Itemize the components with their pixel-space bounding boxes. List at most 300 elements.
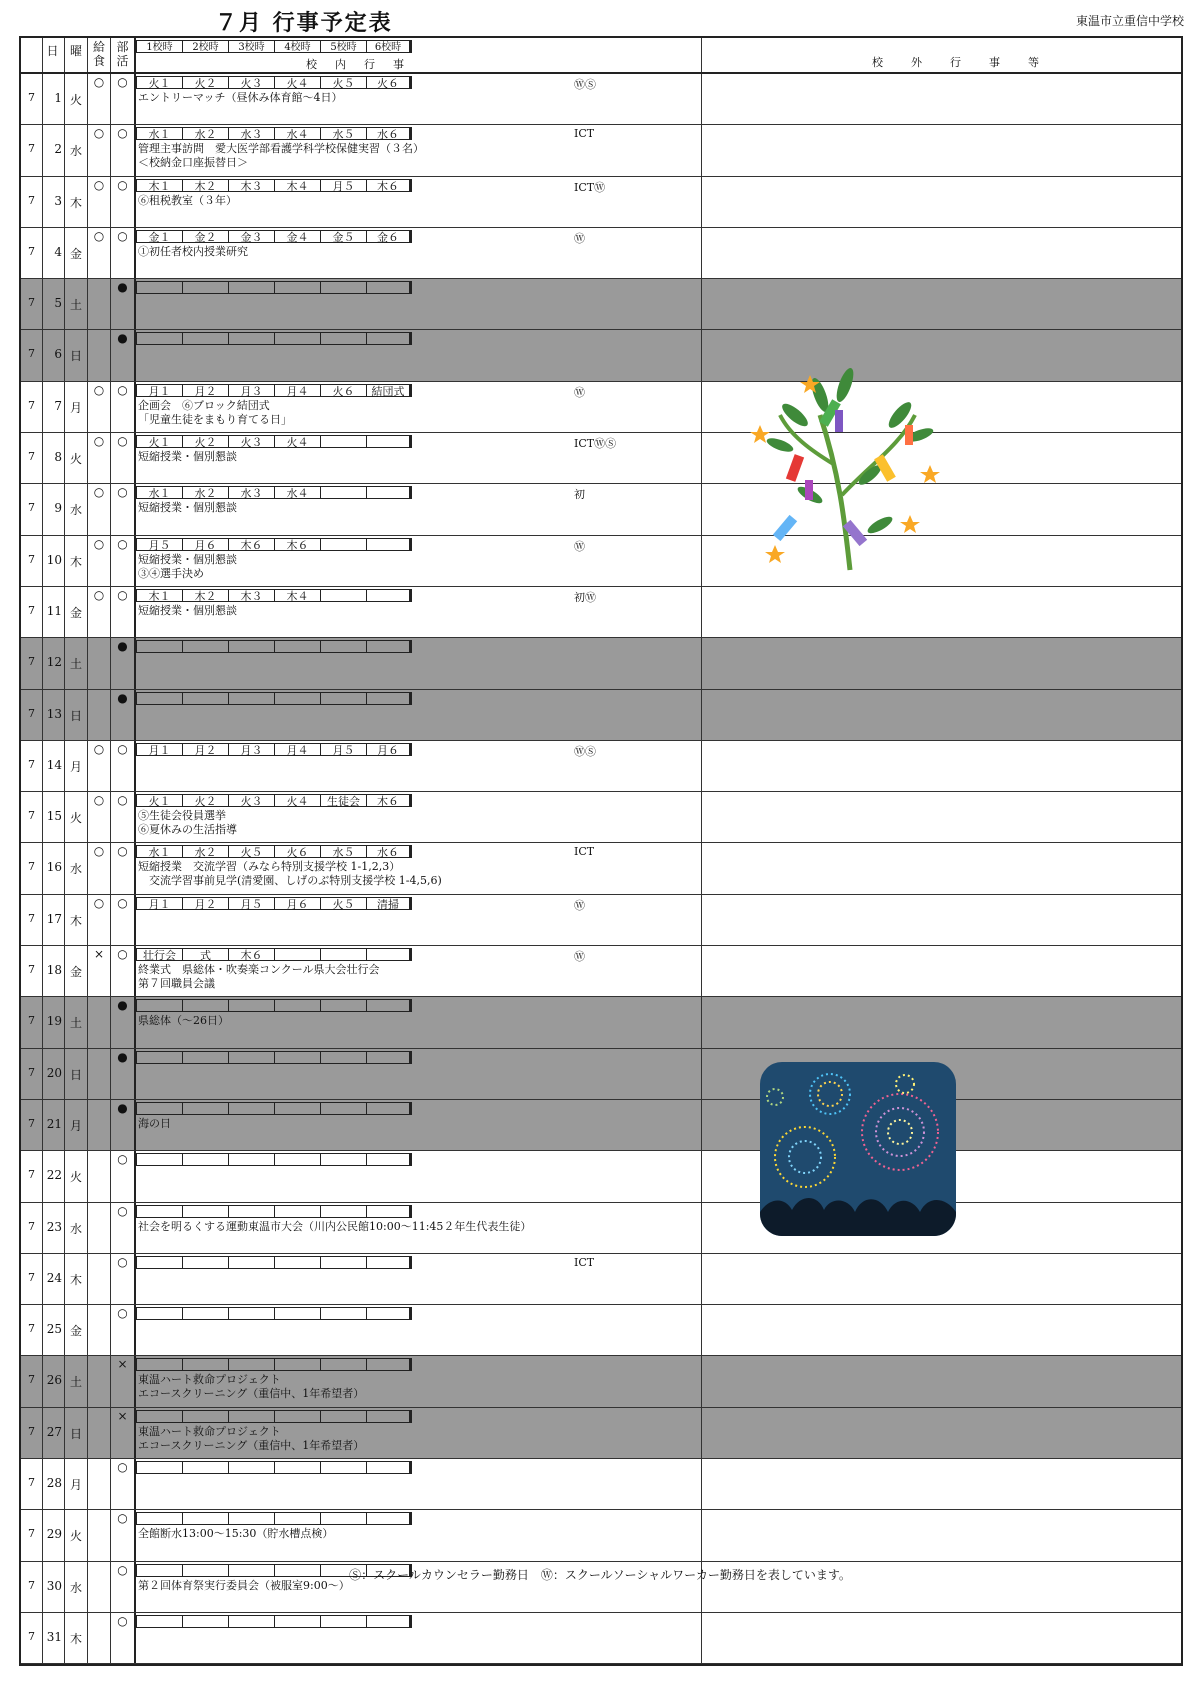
period-cell xyxy=(320,640,366,653)
club-cell: ○ xyxy=(111,587,136,637)
header-period-label: 2校時 xyxy=(182,40,228,53)
period-cell xyxy=(136,1256,182,1269)
period-cell: 水５ xyxy=(320,845,366,858)
table-row xyxy=(21,433,1181,484)
period-cell xyxy=(274,1205,320,1218)
table-row xyxy=(21,1356,1181,1407)
event-line: 海の日 xyxy=(138,1116,171,1130)
outside-events-cell xyxy=(702,1613,1181,1663)
period-cell xyxy=(274,1256,320,1269)
period-cell xyxy=(320,692,366,705)
weekday-cell: 土 xyxy=(65,1356,88,1406)
period-cell xyxy=(366,1205,412,1218)
event-line: 短縮授業・個別懇談 xyxy=(138,501,237,515)
club-cell: ○ xyxy=(111,228,136,278)
period-cell xyxy=(228,1256,274,1269)
lunch-cell xyxy=(88,1203,111,1253)
header-period-label: 4校時 xyxy=(274,40,320,53)
weekday-cell: 水 xyxy=(65,1203,88,1253)
period-row xyxy=(136,1410,412,1424)
club-cell: ○ xyxy=(111,946,136,996)
period-cell: 火６ xyxy=(320,384,366,397)
inside-events-cell xyxy=(136,1510,702,1560)
period-cell: 月５ xyxy=(320,179,366,192)
staff-mark: Ⓦ xyxy=(574,385,585,399)
outside-events-cell xyxy=(702,74,1181,124)
event-line: 社会を明るくする運動東温市大会（川内公民館10:00～11:45２年生代表生徒） xyxy=(138,1219,532,1233)
period-cell: 式 xyxy=(182,948,228,961)
outside-events-cell xyxy=(702,741,1181,791)
outside-events-cell xyxy=(702,690,1181,740)
inside-events-cell xyxy=(136,484,702,534)
event-line: エコースクリーニング（重信中、1年希望者） xyxy=(138,1438,365,1452)
period-row xyxy=(136,692,412,706)
club-cell: ○ xyxy=(111,125,136,175)
period-cell: 生徒会 xyxy=(320,794,366,807)
month-cell: 7 xyxy=(21,382,43,432)
period-cell xyxy=(182,1051,228,1064)
period-cell xyxy=(228,1358,274,1371)
month-cell: 7 xyxy=(21,792,43,842)
day-cell: 28 xyxy=(43,1459,65,1509)
period-row xyxy=(136,1461,412,1475)
event-lines xyxy=(138,91,343,105)
club-cell: ○ xyxy=(111,1562,136,1612)
period-cell xyxy=(228,999,274,1012)
weekday-cell: 水 xyxy=(65,125,88,175)
period-cell: 月６ xyxy=(366,743,412,756)
day-cell: 24 xyxy=(43,1254,65,1304)
period-cell xyxy=(182,1102,228,1115)
table-row xyxy=(21,690,1181,741)
table-row xyxy=(21,279,1181,330)
period-row xyxy=(136,999,412,1013)
period-cell: 火４ xyxy=(274,794,320,807)
period-cell: 火２ xyxy=(182,435,228,448)
header-lunch: 給 食 xyxy=(88,38,111,72)
period-cell xyxy=(366,1461,412,1474)
weekday-cell: 月 xyxy=(65,382,88,432)
period-cell xyxy=(136,692,182,705)
outside-events-cell xyxy=(702,997,1181,1047)
lunch-cell xyxy=(88,1356,111,1406)
period-cell xyxy=(136,1461,182,1474)
period-cell xyxy=(320,1410,366,1423)
month-cell: 7 xyxy=(21,638,43,688)
event-line: 短縮授業・個別懇談 xyxy=(138,450,237,464)
period-cell xyxy=(182,1461,228,1474)
period-row xyxy=(136,743,412,757)
club-cell: ○ xyxy=(111,895,136,945)
period-cell xyxy=(136,1307,182,1320)
period-cell xyxy=(136,1153,182,1166)
header-weekday: 曜 xyxy=(65,38,88,72)
period-cell xyxy=(228,1102,274,1115)
lunch-cell: ○ xyxy=(88,587,111,637)
day-cell: 14 xyxy=(43,741,65,791)
table-row xyxy=(21,997,1181,1048)
inside-events-cell xyxy=(136,1356,702,1406)
club-cell: ● xyxy=(111,1100,136,1150)
lunch-cell: ○ xyxy=(88,895,111,945)
inside-events-cell xyxy=(136,690,702,740)
period-cell: 火３ xyxy=(228,435,274,448)
tanabata-bamboo-illustration xyxy=(750,355,950,575)
period-cell xyxy=(136,1615,182,1628)
month-cell: 7 xyxy=(21,1254,43,1304)
period-cell: 火３ xyxy=(228,76,274,89)
day-rows xyxy=(21,74,1181,1664)
weekday-cell: 土 xyxy=(65,997,88,1047)
lunch-cell: ○ xyxy=(88,125,111,175)
period-cell: 水１ xyxy=(136,845,182,858)
table-row xyxy=(21,1613,1181,1664)
period-cell xyxy=(366,1615,412,1628)
period-cell xyxy=(366,538,412,551)
inside-events-cell xyxy=(136,382,702,432)
club-cell: ○ xyxy=(111,741,136,791)
table-row xyxy=(21,1408,1181,1459)
day-cell: 16 xyxy=(43,843,65,893)
lunch-cell: ○ xyxy=(88,484,111,534)
table-row xyxy=(21,177,1181,228)
month-cell: 7 xyxy=(21,1305,43,1355)
period-cell xyxy=(136,332,182,345)
lunch-cell xyxy=(88,330,111,380)
club-cell: ● xyxy=(111,997,136,1047)
period-row xyxy=(136,332,412,346)
month-cell: 7 xyxy=(21,433,43,483)
period-cell: 火５ xyxy=(320,76,366,89)
inside-events-cell xyxy=(136,177,702,227)
period-cell xyxy=(320,486,366,499)
period-row xyxy=(136,1102,412,1116)
event-lines xyxy=(138,245,248,259)
weekday-cell: 水 xyxy=(65,843,88,893)
weekday-cell: 日 xyxy=(65,1408,88,1458)
inside-events-cell xyxy=(136,433,702,483)
month-cell: 7 xyxy=(21,843,43,893)
club-cell: ○ xyxy=(111,382,136,432)
header-period-label: 6校時 xyxy=(366,40,412,53)
lunch-cell: ○ xyxy=(88,792,111,842)
event-lines xyxy=(138,1425,364,1453)
period-cell xyxy=(366,1512,412,1525)
period-cell xyxy=(136,1358,182,1371)
period-cell xyxy=(228,281,274,294)
weekday-cell: 金 xyxy=(65,228,88,278)
period-cell xyxy=(228,692,274,705)
staff-mark: ICTⓌⓈ xyxy=(574,437,617,451)
weekday-cell: 金 xyxy=(65,587,88,637)
staff-mark: ICT xyxy=(574,127,595,141)
period-cell: 水１ xyxy=(136,486,182,499)
period-cell xyxy=(136,281,182,294)
weekday-cell: 火 xyxy=(65,1510,88,1560)
club-cell: ○ xyxy=(111,843,136,893)
staff-mark: ICT xyxy=(574,1255,595,1269)
period-cell: 木２ xyxy=(182,179,228,192)
period-cell: 水６ xyxy=(366,845,412,858)
day-cell: 4 xyxy=(43,228,65,278)
school-name: 東温市立重信中学校 xyxy=(1075,14,1184,28)
club-cell: × xyxy=(111,1408,136,1458)
period-cell xyxy=(182,332,228,345)
weekday-cell: 火 xyxy=(65,792,88,842)
outside-events-cell xyxy=(702,1459,1181,1509)
table-row xyxy=(21,946,1181,997)
period-row xyxy=(136,794,412,808)
period-cell: 月２ xyxy=(182,897,228,910)
period-cell: 木６ xyxy=(366,179,412,192)
period-cell: 木４ xyxy=(274,179,320,192)
lunch-cell: × xyxy=(88,946,111,996)
event-lines xyxy=(138,501,237,515)
event-line: 短縮授業・個別懇談 xyxy=(138,603,237,617)
inside-events-cell xyxy=(136,228,702,278)
lunch-cell xyxy=(88,1510,111,1560)
event-line: 交流学習事前見学(清愛園、しげのぶ特別支援学校 1-4,5,6) xyxy=(138,874,442,888)
month-cell: 7 xyxy=(21,330,43,380)
period-cell: 木６ xyxy=(274,538,320,551)
club-cell: ○ xyxy=(111,1510,136,1560)
staff-mark: Ⓦ xyxy=(574,539,585,553)
lunch-cell: ○ xyxy=(88,382,111,432)
outside-events-cell xyxy=(702,177,1181,227)
period-cell: 火１ xyxy=(136,76,182,89)
lunch-cell xyxy=(88,1459,111,1509)
period-row xyxy=(136,948,412,962)
club-cell: ○ xyxy=(111,1459,136,1509)
inside-events-cell xyxy=(136,997,702,1047)
period-cell xyxy=(274,1307,320,1320)
staff-mark: Ⓦ xyxy=(574,231,585,245)
staff-mark: Ⓦ xyxy=(574,950,585,964)
period-cell: 月２ xyxy=(182,743,228,756)
period-cell xyxy=(136,1205,182,1218)
inside-events-cell xyxy=(136,843,702,893)
inside-events-cell xyxy=(136,330,702,380)
period-cell: 月５ xyxy=(320,743,366,756)
weekday-cell: 木 xyxy=(65,1613,88,1663)
period-cell xyxy=(366,435,412,448)
event-lines xyxy=(138,1527,333,1541)
period-cell: 月２ xyxy=(182,384,228,397)
period-cell xyxy=(182,1256,228,1269)
event-lines xyxy=(138,1117,171,1131)
period-cell: 結団式 xyxy=(366,384,412,397)
weekday-cell: 土 xyxy=(65,638,88,688)
period-cell: 月５ xyxy=(136,538,182,551)
inside-events-cell xyxy=(136,792,702,842)
club-cell: ○ xyxy=(111,433,136,483)
day-cell: 9 xyxy=(43,484,65,534)
table-row xyxy=(21,1510,1181,1561)
period-cell: 火２ xyxy=(182,794,228,807)
outside-events-cell xyxy=(702,1408,1181,1458)
period-cell xyxy=(320,948,366,961)
period-row xyxy=(136,1358,412,1372)
page-title: ７月 行事予定表 xyxy=(215,10,393,36)
period-cell: 火５ xyxy=(320,897,366,910)
day-cell: 7 xyxy=(43,382,65,432)
event-lines xyxy=(138,1373,364,1401)
period-cell xyxy=(320,1051,366,1064)
club-cell: ● xyxy=(111,279,136,329)
table-row xyxy=(21,843,1181,894)
event-line: 県総体（～26日） xyxy=(138,1014,229,1028)
period-cell: 金５ xyxy=(320,230,366,243)
period-cell xyxy=(320,1461,366,1474)
header-period-label: 1校時 xyxy=(136,40,182,53)
day-cell: 18 xyxy=(43,946,65,996)
period-cell xyxy=(182,640,228,653)
club-cell: ● xyxy=(111,1049,136,1099)
period-cell: 水６ xyxy=(366,127,412,140)
event-line: 東温ハート救命プロジェクト xyxy=(138,1373,281,1387)
period-cell xyxy=(320,1615,366,1628)
period-cell: 火５ xyxy=(228,845,274,858)
period-cell xyxy=(320,1512,366,1525)
day-cell: 25 xyxy=(43,1305,65,1355)
weekday-cell: 火 xyxy=(65,1151,88,1201)
lunch-cell xyxy=(88,690,111,740)
weekday-cell: 月 xyxy=(65,741,88,791)
inside-events-cell xyxy=(136,279,702,329)
period-cell: 月１ xyxy=(136,897,182,910)
period-cell: 月５ xyxy=(228,897,274,910)
event-line: ①初任者校内授業研究 xyxy=(138,244,248,258)
period-cell: 水１ xyxy=(136,127,182,140)
club-cell: × xyxy=(111,1356,136,1406)
weekday-cell: 火 xyxy=(65,74,88,124)
period-cell xyxy=(274,999,320,1012)
period-row xyxy=(136,281,412,295)
event-line: 第７回職員会議 xyxy=(138,977,215,991)
table-row xyxy=(21,1100,1181,1151)
period-cell: 火１ xyxy=(136,435,182,448)
outside-events-cell xyxy=(702,125,1181,175)
club-cell: ○ xyxy=(111,536,136,586)
period-cell xyxy=(182,999,228,1012)
event-line: 終業式 県総体・吹奏楽コンクール県大会壮行会 xyxy=(138,963,380,977)
month-cell: 7 xyxy=(21,1459,43,1509)
event-line: ③④選手決め xyxy=(138,566,204,580)
period-row xyxy=(136,897,412,911)
header-day: 日 xyxy=(43,38,65,72)
lunch-cell xyxy=(88,997,111,1047)
outside-events-cell xyxy=(702,1510,1181,1560)
month-cell: 7 xyxy=(21,587,43,637)
legend-footer: Ⓢ：スクールカウンセラー勤務日 Ⓦ：スクールソーシャルワーカー勤務日を表しています。 xyxy=(349,1568,851,1582)
outside-events-cell xyxy=(702,946,1181,996)
event-lines xyxy=(138,553,237,581)
period-cell xyxy=(320,1307,366,1320)
outside-events-cell xyxy=(702,279,1181,329)
month-cell: 7 xyxy=(21,741,43,791)
period-cell: 水４ xyxy=(274,127,320,140)
table-row xyxy=(21,741,1181,792)
table-row xyxy=(21,536,1181,587)
event-lines xyxy=(138,194,237,208)
period-cell xyxy=(136,1410,182,1423)
schedule-table xyxy=(19,36,1183,1666)
table-row xyxy=(21,382,1181,433)
period-cell: 水２ xyxy=(182,486,228,499)
lunch-cell: ○ xyxy=(88,228,111,278)
period-cell: 火６ xyxy=(366,76,412,89)
period-cell xyxy=(182,1153,228,1166)
weekday-cell: 木 xyxy=(65,895,88,945)
period-cell: 水５ xyxy=(320,127,366,140)
month-cell: 7 xyxy=(21,895,43,945)
period-cell xyxy=(320,1153,366,1166)
header-inside xyxy=(136,38,702,72)
month-cell: 7 xyxy=(21,536,43,586)
day-cell: 17 xyxy=(43,895,65,945)
month-cell: 7 xyxy=(21,1151,43,1201)
period-cell: 木３ xyxy=(228,589,274,602)
period-cell xyxy=(366,999,412,1012)
period-cell xyxy=(366,692,412,705)
inside-events-cell xyxy=(136,1100,702,1150)
period-cell xyxy=(366,1256,412,1269)
table-row xyxy=(21,1203,1181,1254)
table-row xyxy=(21,484,1181,535)
event-line: ⑥夏休みの生活指導 xyxy=(138,823,237,837)
table-row xyxy=(21,228,1181,279)
period-cell: 月３ xyxy=(228,743,274,756)
period-cell xyxy=(274,1051,320,1064)
header-period-label: 5校時 xyxy=(320,40,366,53)
weekday-cell: 水 xyxy=(65,484,88,534)
day-cell: 31 xyxy=(43,1613,65,1663)
period-cell: 木６ xyxy=(228,538,274,551)
weekday-cell: 月 xyxy=(65,1459,88,1509)
outside-events-cell xyxy=(702,1305,1181,1355)
header-club: 部 活 xyxy=(111,38,136,72)
inside-events-cell xyxy=(136,1305,702,1355)
event-line: 全館断水13:00～15:30（貯水槽点検） xyxy=(138,1527,334,1541)
period-cell: 月４ xyxy=(274,384,320,397)
event-line: 「児童生徒をまもり育てる日」 xyxy=(138,412,292,426)
day-cell: 11 xyxy=(43,587,65,637)
period-row xyxy=(136,76,412,90)
lunch-cell xyxy=(88,1305,111,1355)
table-row xyxy=(21,330,1181,381)
month-cell: 7 xyxy=(21,1203,43,1253)
table-row xyxy=(21,638,1181,689)
table-row xyxy=(21,74,1181,125)
inside-events-cell xyxy=(136,1203,702,1253)
outside-events-cell xyxy=(702,843,1181,893)
event-lines xyxy=(138,1014,229,1028)
month-cell: 7 xyxy=(21,946,43,996)
club-cell: ○ xyxy=(111,792,136,842)
weekday-cell: 日 xyxy=(65,330,88,380)
inside-events-cell xyxy=(136,74,702,124)
weekday-cell: 火 xyxy=(65,433,88,483)
lunch-cell xyxy=(88,1049,111,1099)
period-cell: 水４ xyxy=(274,486,320,499)
period-row xyxy=(136,589,412,603)
header-outside xyxy=(702,38,1181,72)
club-cell: ○ xyxy=(111,74,136,124)
day-cell: 5 xyxy=(43,279,65,329)
period-row xyxy=(136,538,412,552)
club-cell: ○ xyxy=(111,1254,136,1304)
day-cell: 19 xyxy=(43,997,65,1047)
